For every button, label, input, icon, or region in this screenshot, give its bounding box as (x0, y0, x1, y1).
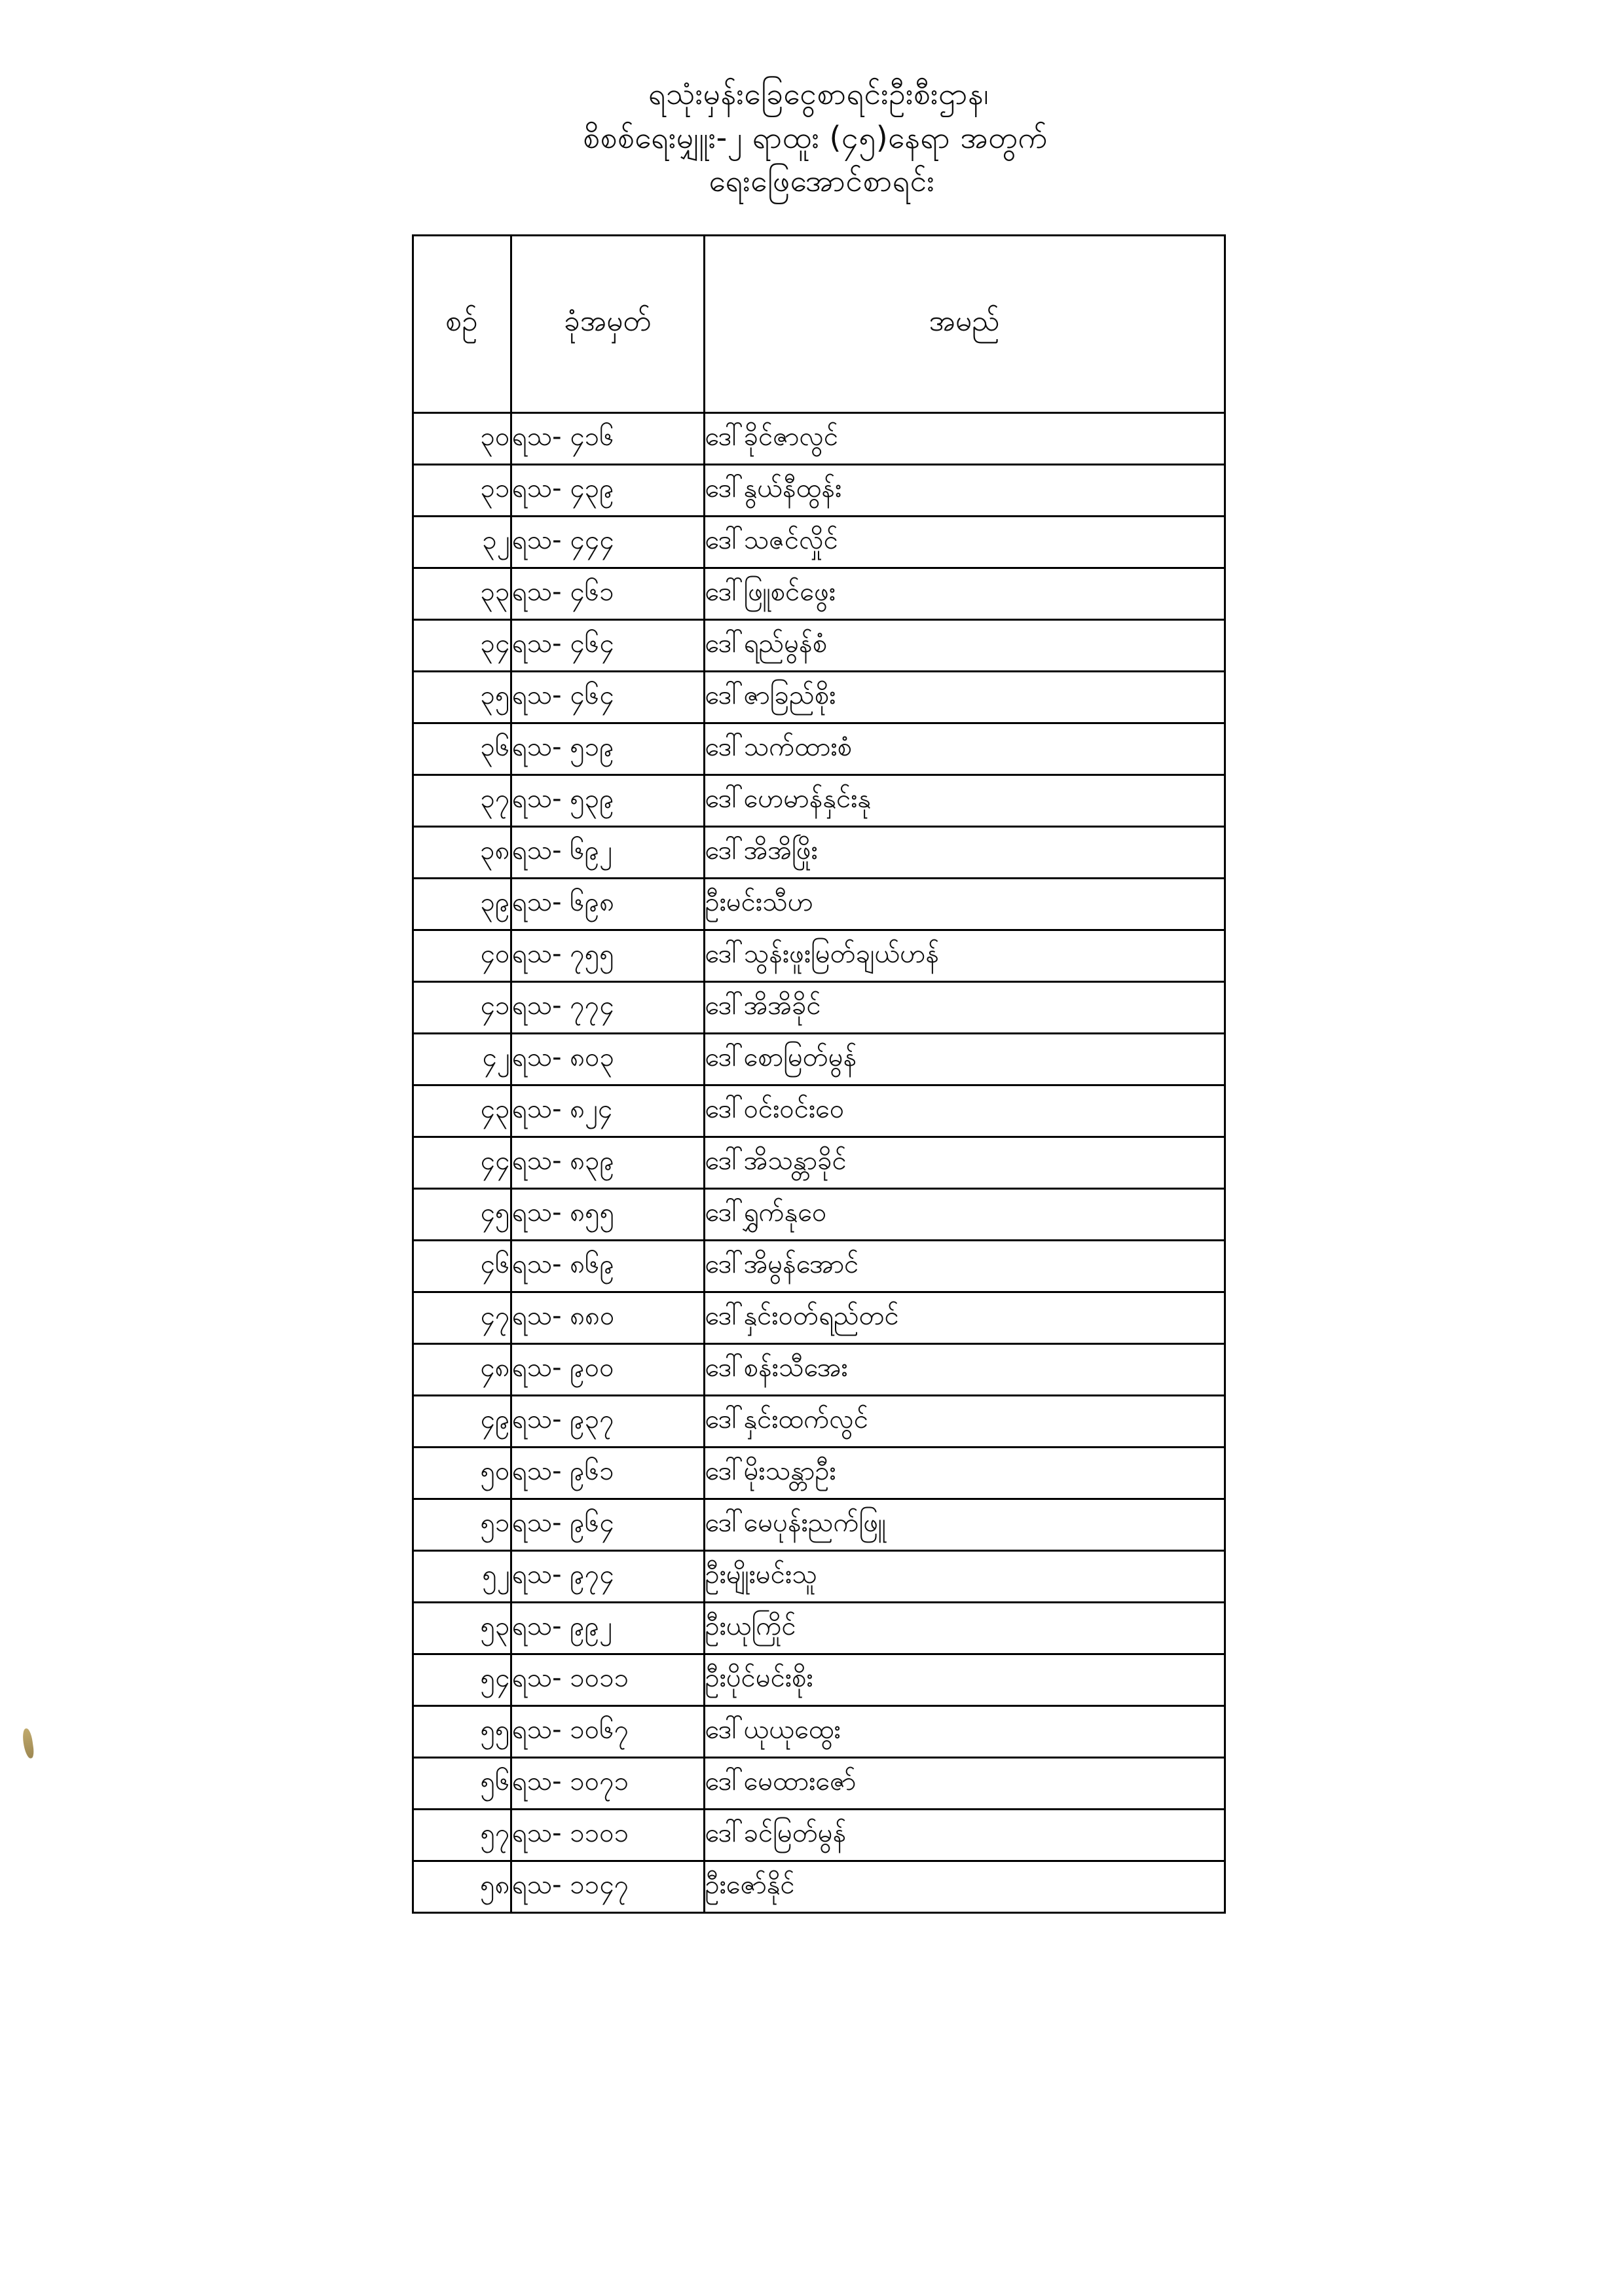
table-row (413, 465, 1225, 517)
cell-serial: ၄၃ (413, 1085, 511, 1137)
cell-name: ဒေါ်ယုယုထွေး (704, 1706, 1225, 1758)
table-row (413, 723, 1225, 775)
table-row (413, 1861, 1225, 1913)
cell-card-number: ရသ- ၁၁၀၁ (511, 1810, 704, 1861)
cell-serial: ၄၅ (413, 1189, 511, 1241)
cell-card-number: ရသ- ၁၀၆၇ (511, 1706, 704, 1758)
cell-card-number: ရသ- ၉၀၀ (511, 1344, 704, 1396)
cell-name: ဒေါ်ဝင်းဝင်းဝေ (704, 1085, 1225, 1137)
cell-card-number: ရသ- ၉၆၄ (511, 1499, 704, 1551)
cell-card-number: ရသ- ၄၆၄ (511, 672, 704, 723)
cell-serial: ၅၄ (413, 1654, 511, 1706)
cell-serial: ၅၁ (413, 1499, 511, 1551)
table-row (413, 620, 1225, 672)
cell-serial: ၃၂ (413, 517, 511, 568)
cell-card-number: ရသ- ၈၅၅ (511, 1189, 704, 1241)
cell-name: ဒေါ်မေထားဇော် (704, 1758, 1225, 1810)
cell-name: ဒေါ်အိအိဖြိုး (704, 827, 1225, 879)
cell-serial: ၃၀ (413, 413, 511, 465)
table-row (413, 1499, 1225, 1551)
cell-name: ဒေါ်ဇာခြည်စိုး (704, 672, 1225, 723)
cell-name: ဒေါ်ခင်မြတ်မွန် (704, 1810, 1225, 1861)
cell-card-number: ရသ- ၁၀၁၁ (511, 1654, 704, 1706)
cell-serial: ၃၃ (413, 568, 511, 620)
cell-card-number: ရသ- ၈၂၄ (511, 1085, 704, 1137)
table-row (413, 930, 1225, 982)
cell-name: ဒေါ်သက်ထားစံ (704, 723, 1225, 775)
cell-serial: ၃၁ (413, 465, 511, 517)
cell-serial: ၅၀ (413, 1448, 511, 1499)
results-table-container (0, 234, 1624, 1914)
cell-card-number: ရသ- ၁၁၄၇ (511, 1861, 704, 1913)
cell-serial: ၅၈ (413, 1861, 511, 1913)
table-row (413, 1706, 1225, 1758)
cell-name: ဦးဇော်နိုင် (704, 1861, 1225, 1913)
cell-card-number: ရသ- ၄၄၄ (511, 517, 704, 568)
cell-serial: ၃၈ (413, 827, 511, 879)
cell-card-number: ရသ- ၄၃၉ (511, 465, 704, 517)
cell-serial: ၃၆ (413, 723, 511, 775)
cell-name: ဒေါ်နှင်းထက်လွင် (704, 1396, 1225, 1448)
cell-serial: ၅၆ (413, 1758, 511, 1810)
cell-card-number: ရသ- ၅၃၉ (511, 775, 704, 827)
column-header-serial: စဉ် (413, 236, 511, 413)
cell-serial: ၅၃ (413, 1603, 511, 1654)
cell-serial: ၅၇ (413, 1810, 511, 1861)
cell-name: ဒေါ်ရည်မွန်စံ (704, 620, 1225, 672)
table-row (413, 1551, 1225, 1603)
cell-card-number: ရသ- ၁၀၇၁ (511, 1758, 704, 1810)
cell-serial: ၄၁ (413, 982, 511, 1034)
cell-name: ဒေါ်နှင်းဝတ်ရည်တင် (704, 1292, 1225, 1344)
cell-card-number: ရသ- ၄၆၄ (511, 620, 704, 672)
table-row (413, 1448, 1225, 1499)
cell-name: ဒေါ်အိမွန်အောင် (704, 1241, 1225, 1292)
table-row (413, 1241, 1225, 1292)
cell-serial: ၄၀ (413, 930, 511, 982)
header-line-title: ရေးဖြေအောင်စာရင်း (709, 163, 935, 199)
cell-name: ဒေါ်စောမြတ်မွန် (704, 1034, 1225, 1085)
cell-serial: ၄၄ (413, 1137, 511, 1189)
table-body (413, 413, 1225, 1913)
table-row (413, 1344, 1225, 1396)
cell-card-number: ရသ- ၈၈၀ (511, 1292, 704, 1344)
cell-serial: ၃၉ (413, 879, 511, 930)
cell-serial: ၄၉ (413, 1396, 511, 1448)
cell-name: ဒေါ်အိအိခိုင် (704, 982, 1225, 1034)
table-row (413, 775, 1225, 827)
table-row (413, 1654, 1225, 1706)
table-row (413, 1758, 1225, 1810)
cell-card-number: ရသ- ၆၉၈ (511, 879, 704, 930)
cell-name: ဒေါ်ခိုင်ဇာလွင် (704, 413, 1225, 465)
cell-name: ဒေါ်ဖြူစင်ဖွေး (704, 568, 1225, 620)
table-row (413, 413, 1225, 465)
cell-serial: ၄၇ (413, 1292, 511, 1344)
results-table (412, 234, 1226, 1914)
cell-card-number: ရသ- ၄၆၁ (511, 568, 704, 620)
cell-serial: ၃၅ (413, 672, 511, 723)
table-row (413, 1189, 1225, 1241)
table-row (413, 1603, 1225, 1654)
cell-card-number: ရသ- ၉၉၂ (511, 1603, 704, 1654)
column-header-card-number: ခုံအမှတ် (511, 236, 704, 413)
document-header (0, 0, 1624, 203)
header-line-position: စိစစ်ရေးမျှူး-၂ ရာထူး (၄၅)နေရာ အတွက် (583, 119, 1048, 155)
cell-name: ဦးမင်းသီဟ (704, 879, 1225, 930)
cell-serial: ၅၅ (413, 1706, 511, 1758)
table-row (413, 568, 1225, 620)
table-row (413, 1292, 1225, 1344)
cell-card-number: ရသ- ၉၇၄ (511, 1551, 704, 1603)
cell-card-number: ရသ- ၆၉၂ (511, 827, 704, 879)
cell-name: ဒေါ်ရွှက်နုဝေ (704, 1189, 1225, 1241)
cell-card-number: ရသ- ၈၆၉ (511, 1241, 704, 1292)
cell-card-number: ရသ- ၅၁၉ (511, 723, 704, 775)
cell-card-number: ရသ- ၄၁၆ (511, 413, 704, 465)
cell-card-number: ရသ- ၈၃၉ (511, 1137, 704, 1189)
table-row (413, 1085, 1225, 1137)
cell-serial: ၃၇ (413, 775, 511, 827)
header-line-department: ရသုံးမှန်းခြေငွေစာရင်းဦးစီးဌာန၊ (648, 76, 989, 111)
cell-name: ဒေါ်စန်းသီအေး (704, 1344, 1225, 1396)
cell-name: ဒေါ်နွယ်နီထွန်း (704, 465, 1225, 517)
cell-name: ဦးပိုင်မင်းစိုး (704, 1654, 1225, 1706)
cell-name: ဒေါ်မိုးသန္တာဦး (704, 1448, 1225, 1499)
cell-name: ဒေါ်သွန်းဖူးမြတ်ချယ်ဟန် (704, 930, 1225, 982)
table-row (413, 1034, 1225, 1085)
cell-name: ဒေါ်မေပုန်းညက်ဖြူ (704, 1499, 1225, 1551)
cell-serial: ၄၆ (413, 1241, 511, 1292)
table-row (413, 879, 1225, 930)
cell-serial: ၄၈ (413, 1344, 511, 1396)
cell-serial: ၃၄ (413, 620, 511, 672)
table-row (413, 1396, 1225, 1448)
table-row (413, 672, 1225, 723)
cell-card-number: ရသ- ၇၅၅ (511, 930, 704, 982)
table-header-row (413, 236, 1225, 413)
cell-name: ဒေါ်အိသန္တာခိုင် (704, 1137, 1225, 1189)
table-row (413, 517, 1225, 568)
table-row (413, 827, 1225, 879)
cell-card-number: ရသ- ၇၇၄ (511, 982, 704, 1034)
cell-card-number: ရသ- ၉၃၇ (511, 1396, 704, 1448)
cell-name: ဒေါ်ဟေမာန်နှင်းနု (704, 775, 1225, 827)
cell-name: ဒေါ်သဇင်လှိုင် (704, 517, 1225, 568)
table-row (413, 982, 1225, 1034)
table-row (413, 1810, 1225, 1861)
table-row (413, 1137, 1225, 1189)
cell-serial: ၅၂ (413, 1551, 511, 1603)
cell-serial: ၄၂ (413, 1034, 511, 1085)
cell-name: ဦးယုကြိုင် (704, 1603, 1225, 1654)
column-header-name: အမည် (704, 236, 1225, 413)
cell-card-number: ရသ- ၉၆၁ (511, 1448, 704, 1499)
cell-name: ဦးမျိုးမင်းသူ (704, 1551, 1225, 1603)
cell-card-number: ရသ- ၈၀၃ (511, 1034, 704, 1085)
